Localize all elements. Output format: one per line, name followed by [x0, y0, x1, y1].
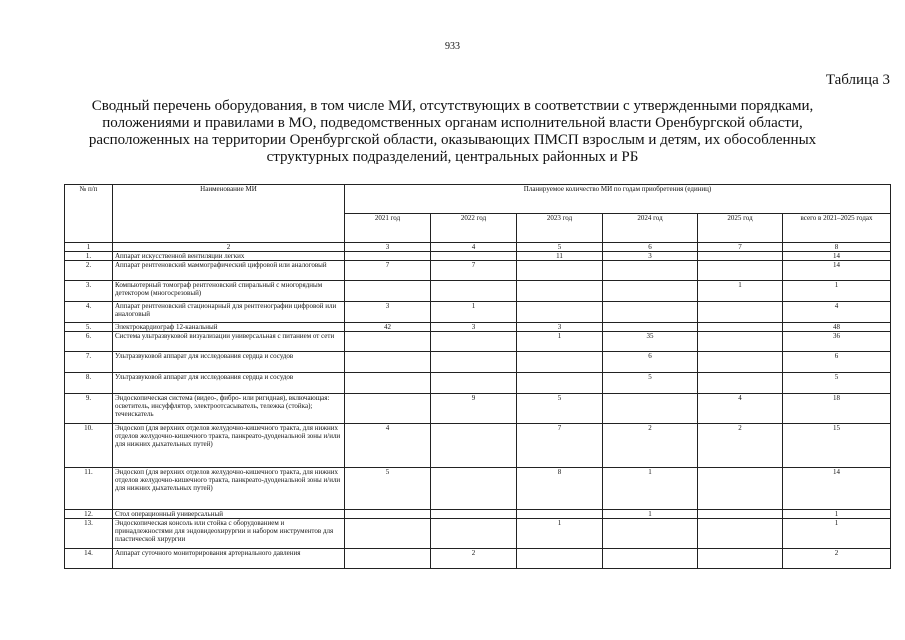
quantity-cell: 5: [603, 373, 698, 394]
row-number: 4.: [65, 302, 113, 323]
table-row: [65, 323, 891, 332]
quantity-cell: [517, 352, 603, 373]
total-cell: 2: [783, 549, 891, 569]
header-year-2022: 2022 год: [431, 214, 517, 243]
equipment-name: Компьютерный томограф рентгеновский спиральный с многорядным детектором (многосрезовый): [113, 281, 345, 302]
quantity-cell: [698, 519, 783, 549]
quantity-cell: 3: [431, 323, 517, 332]
table-row: [65, 394, 891, 424]
row-number: 3.: [65, 281, 113, 302]
quantity-cell: [431, 468, 517, 510]
equipment-name: Эндоскопическая консоль или стойка с оборудованием и принадлежностями для эндовидеохирургии и набором инструментов для пластической хирургии: [113, 519, 345, 549]
table-row: [65, 332, 891, 352]
quantity-cell: 6: [603, 352, 698, 373]
quantity-cell: [345, 394, 431, 424]
quantity-cell: 4: [345, 424, 431, 468]
quantity-cell: [431, 510, 517, 519]
total-cell: 15: [783, 424, 891, 468]
total-cell: 1: [783, 510, 891, 519]
row-number: 14.: [65, 549, 113, 569]
equipment-name: Аппарат рентгеновский стационарный для рентгенографии цифровой или аналоговый: [113, 302, 345, 323]
total-cell: 14: [783, 261, 891, 281]
total-cell: 14: [783, 252, 891, 261]
quantity-cell: [603, 281, 698, 302]
table-label: Таблица 3: [825, 72, 890, 88]
row-number: 6.: [65, 332, 113, 352]
equipment-name: Система ультразвуковой визуализации универсальная с питанием от сети: [113, 332, 345, 352]
equipment-table: [64, 184, 891, 569]
table-row: [65, 468, 891, 510]
quantity-cell: [517, 281, 603, 302]
quantity-cell: [345, 281, 431, 302]
quantity-cell: [431, 252, 517, 261]
quantity-cell: 8: [517, 468, 603, 510]
total-cell: 36: [783, 332, 891, 352]
quantity-cell: 2: [603, 424, 698, 468]
quantity-cell: [698, 468, 783, 510]
quantity-cell: 1: [431, 302, 517, 323]
header-year-2024: 2024 год: [603, 214, 698, 243]
equipment-name: Стол операционный универсальный: [113, 510, 345, 519]
total-cell: 1: [783, 281, 891, 302]
quantity-cell: [345, 549, 431, 569]
row-number: 11.: [65, 468, 113, 510]
table-row: [65, 281, 891, 302]
quantity-cell: [345, 373, 431, 394]
quantity-cell: 3: [603, 252, 698, 261]
row-number: 5.: [65, 323, 113, 332]
total-cell: 4: [783, 302, 891, 323]
quantity-cell: [517, 510, 603, 519]
table-row: [65, 373, 891, 394]
row-number: 7.: [65, 352, 113, 373]
quantity-cell: [345, 519, 431, 549]
quantity-cell: [345, 510, 431, 519]
quantity-cell: [431, 281, 517, 302]
quantity-cell: [698, 332, 783, 352]
quantity-cell: 2: [698, 424, 783, 468]
quantity-cell: [345, 352, 431, 373]
quantity-cell: 1: [603, 510, 698, 519]
row-number: 12.: [65, 510, 113, 519]
quantity-cell: [698, 302, 783, 323]
total-cell: 18: [783, 394, 891, 424]
table-row: [65, 252, 891, 261]
quantity-cell: [698, 549, 783, 569]
quantity-cell: 1: [517, 519, 603, 549]
row-number: 8.: [65, 373, 113, 394]
quantity-cell: 1: [517, 332, 603, 352]
quantity-cell: [345, 332, 431, 352]
table-row: [65, 352, 891, 373]
quantity-cell: [431, 424, 517, 468]
quantity-cell: [345, 252, 431, 261]
quantity-cell: 7: [431, 261, 517, 281]
column-numbers-row: [65, 243, 891, 252]
table-row: [65, 519, 891, 549]
table-row: [65, 510, 891, 519]
total-cell: 1: [783, 519, 891, 549]
column-number: 8: [783, 243, 891, 252]
quantity-cell: 3: [345, 302, 431, 323]
quantity-cell: [603, 323, 698, 332]
quantity-cell: 11: [517, 252, 603, 261]
table-row: [65, 261, 891, 281]
table-row: [65, 302, 891, 323]
row-number: 13.: [65, 519, 113, 549]
quantity-cell: [698, 261, 783, 281]
total-cell: 14: [783, 468, 891, 510]
equipment-name: Аппарат рентгеновский маммографический цифровой или аналоговый: [113, 261, 345, 281]
quantity-cell: 3: [517, 323, 603, 332]
quantity-cell: [517, 373, 603, 394]
quantity-cell: 1: [603, 468, 698, 510]
header-total: всего в 2021–2025 годах: [783, 214, 891, 243]
header-year-2025: 2025 год: [698, 214, 783, 243]
quantity-cell: 35: [603, 332, 698, 352]
equipment-name: Эндоскоп (для верхних отделов желудочно-кишечного тракта, для нижних отделов желудочно-кишечного тракта, панкреато-дуоденальной зоны и/или для нижних дыхательных путей): [113, 468, 345, 510]
quantity-cell: 1: [698, 281, 783, 302]
quantity-cell: [603, 519, 698, 549]
column-number: 6: [603, 243, 698, 252]
equipment-name: Аппарат суточного мониторирования артериального давления: [113, 549, 345, 569]
header-year-2023: 2023 год: [517, 214, 603, 243]
header-name: Наименование МИ: [113, 185, 345, 243]
quantity-cell: 7: [517, 424, 603, 468]
table-header-row: [65, 185, 891, 214]
header-year-2021: 2021 год: [345, 214, 431, 243]
quantity-cell: [431, 519, 517, 549]
quantity-cell: [603, 261, 698, 281]
header-num: № п/п: [65, 185, 113, 243]
equipment-name: Ультразвуковой аппарат для исследования сердца и сосудов: [113, 373, 345, 394]
quantity-cell: [517, 549, 603, 569]
table-row: [65, 549, 891, 569]
document-title: Сводный перечень оборудования, в том числе МИ, отсутствующих в соответствии с утвержденными порядками, положениями и правилами в МО, подведомственных органам исполнительной власти Оренбургской области, расположенных на территории Оренбургской области, оказывающих ПМСП взрослым и детям, их обособленных структурных подразделений, центральных районных и РБ: [88, 98, 817, 165]
total-cell: 5: [783, 373, 891, 394]
row-number: 9.: [65, 394, 113, 424]
quantity-cell: [431, 332, 517, 352]
quantity-cell: [431, 373, 517, 394]
quantity-cell: [517, 302, 603, 323]
total-cell: 6: [783, 352, 891, 373]
row-number: 1.: [65, 252, 113, 261]
row-number: 2.: [65, 261, 113, 281]
quantity-cell: 5: [345, 468, 431, 510]
quantity-cell: 2: [431, 549, 517, 569]
page-number: 933: [445, 41, 460, 52]
row-number: 10.: [65, 424, 113, 468]
equipment-name: Ультразвуковой аппарат для исследования сердца и сосудов: [113, 352, 345, 373]
column-number: 1: [65, 243, 113, 252]
quantity-cell: [603, 549, 698, 569]
quantity-cell: [698, 510, 783, 519]
quantity-cell: 7: [345, 261, 431, 281]
column-number: 2: [113, 243, 345, 252]
total-cell: 48: [783, 323, 891, 332]
equipment-name: Электрокардиограф 12-канальный: [113, 323, 345, 332]
column-number: 7: [698, 243, 783, 252]
quantity-cell: 4: [698, 394, 783, 424]
equipment-name: Эндоскоп (для верхних отделов желудочно-кишечного тракта, для нижних отделов желудочно-кишечного тракта, панкреато-дуоденальной зоны и/или для нижних дыхательных путей): [113, 424, 345, 468]
quantity-cell: [603, 302, 698, 323]
quantity-cell: [698, 373, 783, 394]
quantity-cell: 5: [517, 394, 603, 424]
equipment-name: Эндоскопическая система (видео-, фибро- или ригидная), включающая: осветитель, инсуффлятор, электроотсасыватель, тележка (стойка); течеискатель: [113, 394, 345, 424]
quantity-cell: [698, 352, 783, 373]
table-row: [65, 424, 891, 468]
quantity-cell: [603, 394, 698, 424]
quantity-cell: [698, 323, 783, 332]
quantity-cell: [517, 261, 603, 281]
column-number: 5: [517, 243, 603, 252]
equipment-name: Аппарат искусственной вентиляции легких: [113, 252, 345, 261]
column-number: 3: [345, 243, 431, 252]
header-plan: Планируемое количество МИ по годам приобретения (единиц): [345, 185, 891, 214]
quantity-cell: [698, 252, 783, 261]
quantity-cell: [431, 352, 517, 373]
quantity-cell: 9: [431, 394, 517, 424]
column-number: 4: [431, 243, 517, 252]
quantity-cell: 42: [345, 323, 431, 332]
